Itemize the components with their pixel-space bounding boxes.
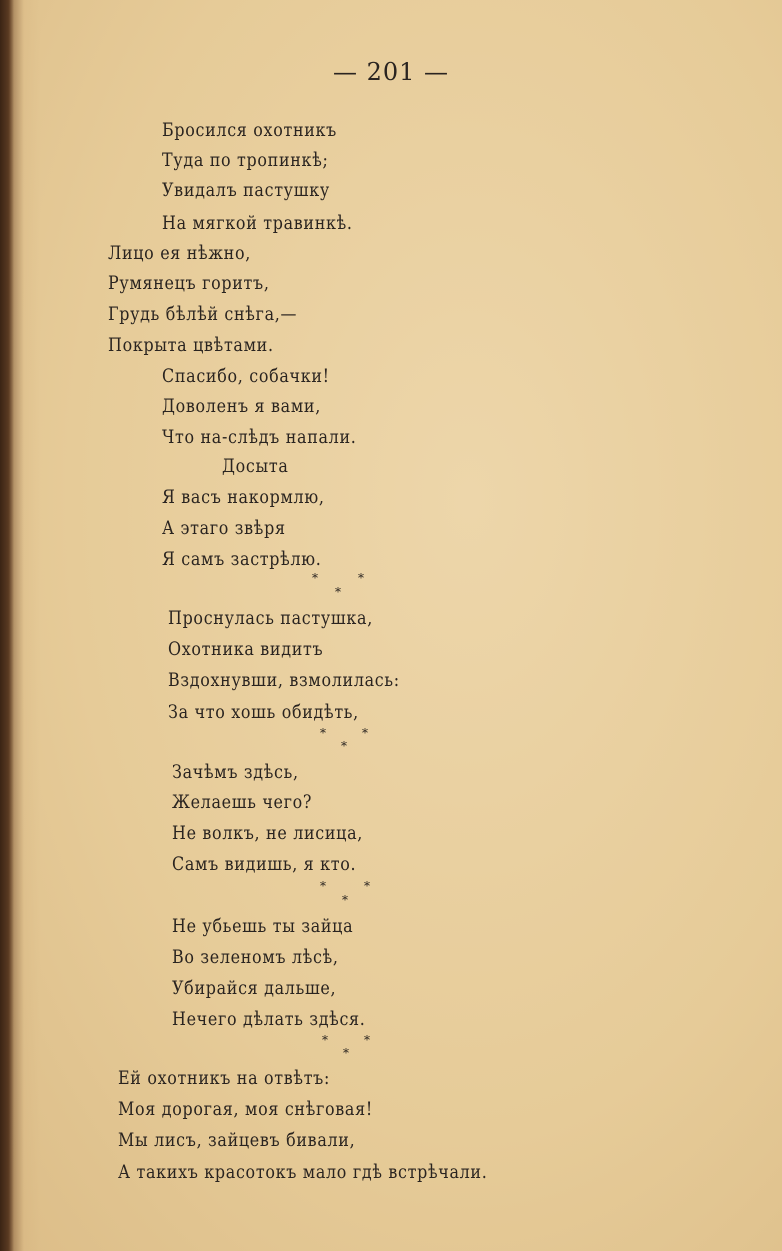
poem-line: Не убьешь ты зайца bbox=[172, 916, 354, 937]
poem-line: Что на-слѣдъ напали. bbox=[162, 427, 357, 448]
poem-line: Ей охотникъ на отвѣтъ: bbox=[118, 1068, 331, 1089]
poem-line: Увидалъ пастушку bbox=[162, 180, 330, 201]
asterism-separator: * * * bbox=[320, 726, 368, 753]
poem-line: За что хошь обидѣть, bbox=[168, 702, 359, 723]
poem-line: Во зеленомъ лѣсѣ, bbox=[172, 947, 339, 968]
poem-line: А этаго звѣря bbox=[162, 518, 286, 539]
asterism-separator: * * * bbox=[312, 571, 364, 599]
asterism-separator: * * * bbox=[322, 1033, 370, 1060]
poem-line: Желаешь чего? bbox=[172, 792, 313, 813]
poem-line: Убирайся дальше, bbox=[172, 978, 337, 999]
poem-line: Грудь бѣлѣй снѣга,— bbox=[108, 304, 298, 325]
book-spine bbox=[0, 0, 14, 1251]
poem-line: А такихъ красотокъ мало гдѣ встрѣчали. bbox=[118, 1162, 488, 1183]
poem-line: Не волкъ, не лисица, bbox=[172, 823, 364, 844]
poem-line: Охотника видитъ bbox=[168, 639, 324, 660]
asterism-separator: * * * bbox=[320, 879, 370, 907]
poem-line: Мы лисъ, зайцевъ бивали, bbox=[118, 1130, 356, 1151]
poem-line: Доволенъ я вами, bbox=[162, 396, 321, 417]
poem-line: Я васъ накормлю, bbox=[162, 487, 325, 508]
poem-line: Я самъ застрѣлю. bbox=[162, 549, 322, 570]
poem-line: Досыта bbox=[222, 456, 289, 477]
poem-line: Проснулась пастушка, bbox=[168, 608, 373, 629]
poem-line: Моя дорогая, моя снѣговая! bbox=[118, 1099, 373, 1120]
poem-line: На мягкой травинкѣ. bbox=[162, 213, 353, 234]
poem-line: Лицо ея нѣжно, bbox=[108, 243, 251, 264]
poem-line: Покрыта цвѣтами. bbox=[108, 335, 274, 356]
page-number: — 201 — bbox=[332, 58, 450, 86]
poem-line: Вздохнувши, взмолилась: bbox=[168, 670, 400, 691]
poem-line: Зачѣмъ здѣсь, bbox=[172, 762, 299, 783]
poem-line: Самъ видишь, я кто. bbox=[172, 854, 357, 875]
poem-line: Спасибо, собачки! bbox=[162, 366, 330, 387]
poem-line: Бросился охотникъ bbox=[162, 120, 337, 141]
poem-line: Румянецъ горитъ, bbox=[108, 273, 270, 294]
poem-line: Туда по тропинкѣ; bbox=[162, 150, 329, 171]
poem-line: Нечего дѣлать здѣся. bbox=[172, 1009, 366, 1030]
